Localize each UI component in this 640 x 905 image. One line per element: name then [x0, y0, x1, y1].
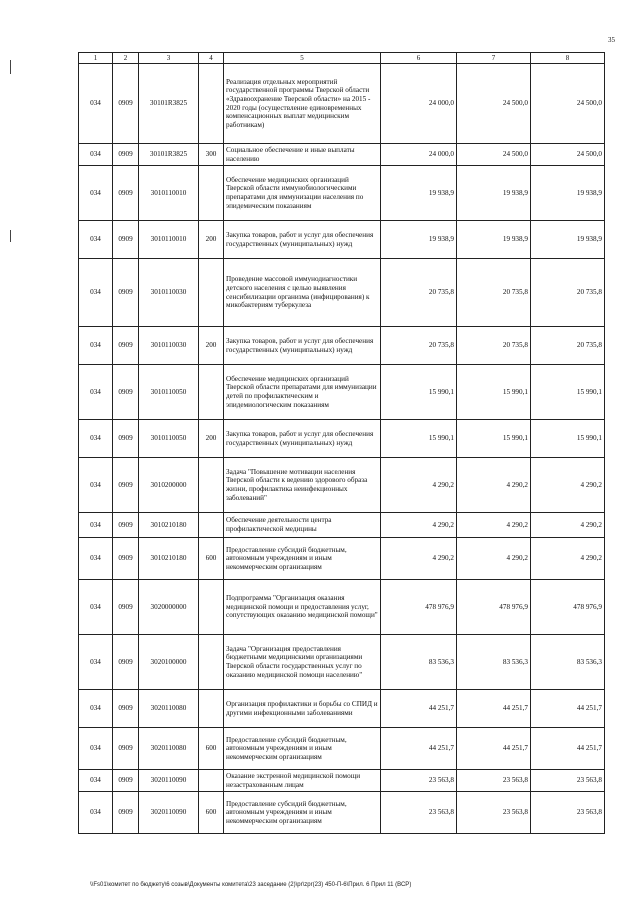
cell-amount-year3: 19 938,9 — [531, 166, 605, 221]
cell-expense-type — [199, 770, 224, 792]
cell-amount-year2: 19 938,9 — [457, 166, 531, 221]
cell-target-article: 3010210180 — [139, 538, 199, 580]
cell-target-article: 3020000000 — [139, 580, 199, 635]
cell-target-article: 30101R3825 — [139, 144, 199, 166]
cell-target-article: 3010110010 — [139, 221, 199, 259]
cell-amount-year3: 4 290,2 — [531, 458, 605, 513]
cell-chapter: 034 — [79, 635, 113, 690]
cell-section: 0909 — [113, 458, 139, 513]
cell-amount-year1: 4 290,2 — [381, 538, 457, 580]
cell-description: Предоставление субсидий бюджетным, автономным учреждениям и иным некоммерческим организациям — [224, 728, 381, 770]
cell-section: 0909 — [113, 420, 139, 458]
cell-amount-year2: 15 990,1 — [457, 420, 531, 458]
table-row — [79, 513, 605, 538]
budget-table — [78, 52, 605, 834]
cell-expense-type — [199, 580, 224, 635]
cell-amount-year3: 4 290,2 — [531, 538, 605, 580]
cell-amount-year3: 24 500,0 — [531, 144, 605, 166]
table-row — [79, 792, 605, 834]
cell-target-article: 3010110030 — [139, 259, 199, 327]
header-cell: 3 — [139, 53, 199, 64]
cell-expense-type: 200 — [199, 221, 224, 259]
cell-target-article: 3010200000 — [139, 458, 199, 513]
header-cell: 6 — [381, 53, 457, 64]
table-row — [79, 458, 605, 513]
margin-mark — [10, 230, 11, 242]
cell-amount-year3: 23 563,8 — [531, 792, 605, 834]
cell-amount-year3: 4 290,2 — [531, 513, 605, 538]
cell-section: 0909 — [113, 166, 139, 221]
cell-amount-year1: 24 000,0 — [381, 144, 457, 166]
cell-description: Организация профилактики и борьбы со СПИД и другими инфекционными заболеваниями — [224, 690, 381, 728]
cell-amount-year3: 20 735,8 — [531, 259, 605, 327]
cell-description: Закупка товаров, работ и услуг для обеспечения государственных (муниципальных) нужд — [224, 420, 381, 458]
cell-amount-year1: 4 290,2 — [381, 513, 457, 538]
cell-target-article: 3010110030 — [139, 327, 199, 365]
cell-description: Социальное обеспечение и иные выплаты населению — [224, 144, 381, 166]
cell-description: Обеспечение медицинских организаций Тверской области иммунобиологическими препаратами для иммунизации населения по эпидемическим показаниям — [224, 166, 381, 221]
cell-description: Задача "Организация предоставления бюджетными медицинскими организациями Тверской области государственных услуг по оказанию медицинской помощи населению" — [224, 635, 381, 690]
cell-expense-type: 200 — [199, 420, 224, 458]
cell-section: 0909 — [113, 728, 139, 770]
margin-mark — [10, 60, 11, 74]
cell-chapter: 034 — [79, 221, 113, 259]
cell-amount-year1: 478 976,9 — [381, 580, 457, 635]
cell-amount-year1: 44 251,7 — [381, 690, 457, 728]
cell-amount-year2: 23 563,8 — [457, 770, 531, 792]
cell-description: Обеспечение деятельности центра профилактической медицины — [224, 513, 381, 538]
cell-amount-year1: 20 735,8 — [381, 259, 457, 327]
table-row — [79, 728, 605, 770]
cell-expense-type — [199, 365, 224, 420]
cell-amount-year2: 24 500,0 — [457, 144, 531, 166]
cell-amount-year2: 83 536,3 — [457, 635, 531, 690]
cell-chapter: 034 — [79, 365, 113, 420]
cell-amount-year2: 24 500,0 — [457, 64, 531, 144]
cell-section: 0909 — [113, 770, 139, 792]
header-cell: 8 — [531, 53, 605, 64]
cell-description: Реализация отдельных мероприятий государственной программы Тверской области «Здравоохранение Тверской области» на 2015 - 2020 годы (осуществление единовременных компенсационных выплат медицинским работникам) — [224, 64, 381, 144]
cell-expense-type — [199, 166, 224, 221]
cell-description: Предоставление субсидий бюджетным, автономным учреждениям и иным некоммерческим организациям — [224, 792, 381, 834]
table-row — [79, 221, 605, 259]
cell-chapter: 034 — [79, 690, 113, 728]
cell-chapter: 034 — [79, 420, 113, 458]
table-row — [79, 327, 605, 365]
cell-chapter: 034 — [79, 64, 113, 144]
table-row — [79, 690, 605, 728]
cell-section: 0909 — [113, 365, 139, 420]
table-row — [79, 538, 605, 580]
cell-section: 0909 — [113, 580, 139, 635]
cell-amount-year2: 15 990,1 — [457, 365, 531, 420]
cell-section: 0909 — [113, 792, 139, 834]
cell-amount-year3: 23 563,8 — [531, 770, 605, 792]
header-cell: 1 — [79, 53, 113, 64]
header-cell: 7 — [457, 53, 531, 64]
table-row — [79, 420, 605, 458]
cell-target-article: 3010210180 — [139, 513, 199, 538]
cell-amount-year3: 19 938,9 — [531, 221, 605, 259]
cell-amount-year2: 23 563,8 — [457, 792, 531, 834]
cell-target-article: 3010110050 — [139, 365, 199, 420]
cell-amount-year3: 83 536,3 — [531, 635, 605, 690]
cell-section: 0909 — [113, 221, 139, 259]
cell-description: Предоставление субсидий бюджетным, автономным учреждениям и иным некоммерческим организациям — [224, 538, 381, 580]
cell-chapter: 034 — [79, 770, 113, 792]
cell-target-article: 30101R3825 — [139, 64, 199, 144]
cell-amount-year2: 44 251,7 — [457, 690, 531, 728]
cell-description: Подпрограмма "Организация оказания медицинской помощи и предоставления услуг, сопутствующих оказанию медицинской помощи" — [224, 580, 381, 635]
cell-amount-year3: 44 251,7 — [531, 728, 605, 770]
cell-amount-year1: 19 938,9 — [381, 166, 457, 221]
cell-amount-year2: 4 290,2 — [457, 458, 531, 513]
cell-target-article: 3010110010 — [139, 166, 199, 221]
table-row — [79, 64, 605, 144]
cell-amount-year1: 15 990,1 — [381, 365, 457, 420]
cell-chapter: 034 — [79, 538, 113, 580]
cell-target-article: 3020110090 — [139, 770, 199, 792]
cell-amount-year3: 44 251,7 — [531, 690, 605, 728]
header-cell: 2 — [113, 53, 139, 64]
cell-amount-year1: 20 735,8 — [381, 327, 457, 365]
cell-target-article: 3020110080 — [139, 728, 199, 770]
cell-amount-year1: 4 290,2 — [381, 458, 457, 513]
cell-amount-year2: 20 735,8 — [457, 259, 531, 327]
cell-expense-type — [199, 513, 224, 538]
cell-chapter: 034 — [79, 144, 113, 166]
cell-target-article: 3020110090 — [139, 792, 199, 834]
cell-amount-year1: 24 000,0 — [381, 64, 457, 144]
table-row — [79, 770, 605, 792]
cell-section: 0909 — [113, 635, 139, 690]
cell-section: 0909 — [113, 513, 139, 538]
table-row — [79, 365, 605, 420]
cell-expense-type: 600 — [199, 538, 224, 580]
table-row — [79, 144, 605, 166]
cell-description: Задача "Повышение мотивации населения Тверской области к ведению здорового образа жизни, профилактика неинфекционных заболеваний" — [224, 458, 381, 513]
cell-amount-year2: 478 976,9 — [457, 580, 531, 635]
cell-amount-year2: 20 735,8 — [457, 327, 531, 365]
cell-expense-type — [199, 635, 224, 690]
cell-amount-year2: 19 938,9 — [457, 221, 531, 259]
footer-file-path: \\Fs01\комитет по бюджету\6 созыв\Документы комитета\23 заседание (2)\pr\zpr(23) 450-П-6\Прил. 6 Прил 11 (ВСР) — [90, 882, 412, 888]
cell-expense-type: 600 — [199, 792, 224, 834]
cell-target-article: 3020100000 — [139, 635, 199, 690]
cell-section: 0909 — [113, 64, 139, 144]
header-cell: 5 — [224, 53, 381, 64]
cell-chapter: 034 — [79, 458, 113, 513]
cell-chapter: 034 — [79, 580, 113, 635]
cell-section: 0909 — [113, 144, 139, 166]
cell-amount-year1: 23 563,8 — [381, 792, 457, 834]
page-number: 35 — [608, 36, 615, 44]
header-cell: 4 — [199, 53, 224, 64]
cell-description: Обеспечение медицинских организаций Тверской области препаратами для иммунизации детей по профилактическим и эпидемиологическим показаниям — [224, 365, 381, 420]
cell-expense-type: 600 — [199, 728, 224, 770]
cell-expense-type — [199, 690, 224, 728]
cell-expense-type: 200 — [199, 327, 224, 365]
cell-amount-year1: 15 990,1 — [381, 420, 457, 458]
cell-amount-year2: 4 290,2 — [457, 513, 531, 538]
table-row — [79, 580, 605, 635]
cell-expense-type — [199, 259, 224, 327]
cell-amount-year1: 23 563,8 — [381, 770, 457, 792]
cell-description: Закупка товаров, работ и услуг для обеспечения государственных (муниципальных) нужд — [224, 221, 381, 259]
cell-amount-year3: 20 735,8 — [531, 327, 605, 365]
cell-section: 0909 — [113, 538, 139, 580]
cell-amount-year3: 24 500,0 — [531, 64, 605, 144]
cell-amount-year3: 478 976,9 — [531, 580, 605, 635]
table-row — [79, 635, 605, 690]
cell-amount-year2: 44 251,7 — [457, 728, 531, 770]
header-row — [79, 53, 605, 64]
cell-description: Оказание экстренной медицинской помощи незастрахованным лицам — [224, 770, 381, 792]
cell-expense-type — [199, 64, 224, 144]
cell-section: 0909 — [113, 327, 139, 365]
table-row — [79, 259, 605, 327]
cell-chapter: 034 — [79, 327, 113, 365]
cell-expense-type — [199, 458, 224, 513]
cell-chapter: 034 — [79, 792, 113, 834]
cell-section: 0909 — [113, 690, 139, 728]
cell-target-article: 3020110080 — [139, 690, 199, 728]
cell-chapter: 034 — [79, 166, 113, 221]
cell-chapter: 034 — [79, 259, 113, 327]
cell-chapter: 034 — [79, 728, 113, 770]
cell-chapter: 034 — [79, 513, 113, 538]
cell-amount-year1: 19 938,9 — [381, 221, 457, 259]
cell-description: Проведение массовой иммунодиагностики детского населения с целью выявления сенсибилизации организма (инфицирования) к микобактериям туберкулеза — [224, 259, 381, 327]
cell-amount-year1: 44 251,7 — [381, 728, 457, 770]
cell-amount-year2: 4 290,2 — [457, 538, 531, 580]
cell-description: Закупка товаров, работ и услуг для обеспечения государственных (муниципальных) нужд — [224, 327, 381, 365]
cell-amount-year1: 83 536,3 — [381, 635, 457, 690]
cell-amount-year3: 15 990,1 — [531, 420, 605, 458]
cell-target-article: 3010110050 — [139, 420, 199, 458]
cell-section: 0909 — [113, 259, 139, 327]
table-row — [79, 166, 605, 221]
cell-amount-year3: 15 990,1 — [531, 365, 605, 420]
cell-expense-type: 300 — [199, 144, 224, 166]
